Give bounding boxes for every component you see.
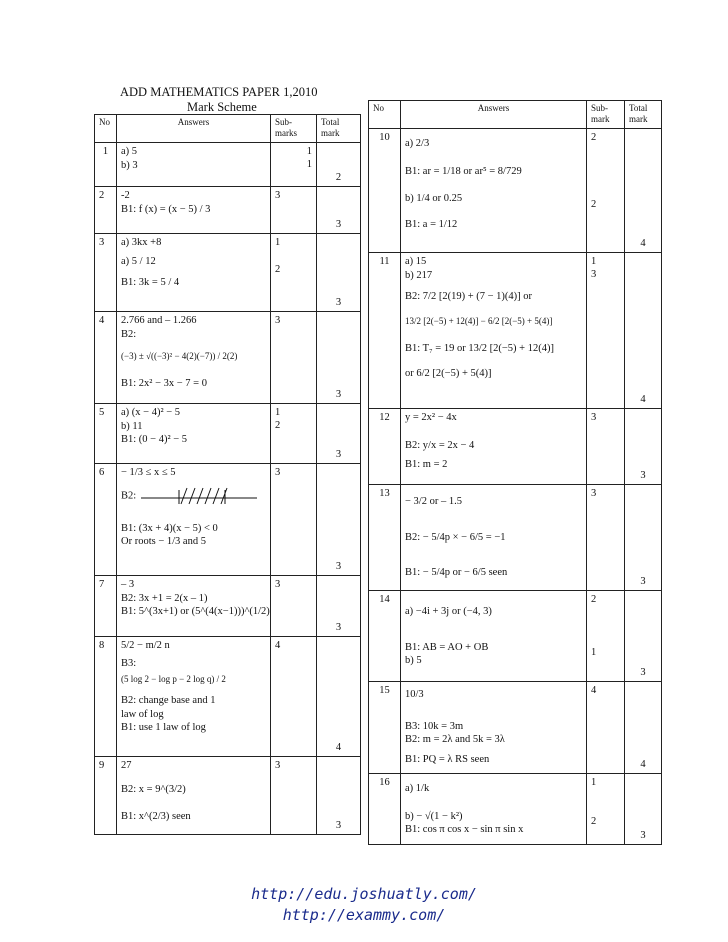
table-row xyxy=(95,637,361,757)
answer-line: (−3) ± √((−3)² − 4(2)(−7)) / 2(2) xyxy=(121,351,238,362)
header-total-mark: Total mark xyxy=(625,101,662,129)
total-mark: 3 xyxy=(625,409,662,485)
table-row xyxy=(95,143,361,187)
answer-line: 5/2 − m/2 n xyxy=(121,640,170,651)
answer-cell xyxy=(401,409,587,485)
sub-mark: 3 xyxy=(587,409,625,485)
page-subtitle: Mark Scheme xyxy=(187,100,257,114)
sub-mark: 4 xyxy=(271,637,317,757)
answer-line: 10/3 xyxy=(405,689,424,700)
total-mark: 4 xyxy=(625,253,662,409)
answer-line: B2: 7/2 [2(19) + (7 − 1)(4)] or xyxy=(405,291,533,303)
table-row xyxy=(369,409,662,485)
answer-line: a) −4i + 3j or (−4, 3) xyxy=(405,606,492,617)
sub-mark: 3 xyxy=(271,464,317,576)
header-total-mark: Total mark xyxy=(317,115,361,143)
answer-line: B1: x^(2/3) seen xyxy=(121,811,191,823)
answer-line: B1: PQ = λ RS seen xyxy=(405,753,490,765)
total-mark: 3 xyxy=(625,591,662,682)
answer-line: B2: xyxy=(121,328,137,340)
sub-mark-cell xyxy=(271,143,317,187)
answer-line: B1: f (x) = (x − 5) / 3 xyxy=(121,203,211,215)
question-number: 3 xyxy=(95,234,117,312)
answer-line: B2: change base and 1 xyxy=(121,694,216,706)
sub-mark: 2 xyxy=(591,199,597,211)
sub-mark: 1 xyxy=(275,407,281,418)
total-mark: 3 xyxy=(317,757,361,835)
sub-mark: 1 xyxy=(591,777,597,788)
answer-cell xyxy=(117,404,271,464)
question-number: 7 xyxy=(95,576,117,637)
question-number: 16 xyxy=(369,774,401,845)
answer-line: Or roots − 1/3 and 5 xyxy=(121,536,206,548)
answer-line: -2 xyxy=(121,190,130,201)
table-row xyxy=(95,234,361,312)
header-sub-mark: Sub-mark xyxy=(587,101,625,129)
left-mark-table xyxy=(94,114,361,835)
answer-line: B2: m = 2λ and 5k = 3λ xyxy=(405,734,505,746)
total-mark: 4 xyxy=(625,682,662,774)
table-row xyxy=(95,312,361,404)
answer-line: law of log xyxy=(121,708,164,720)
answer-line: b) 5 xyxy=(405,655,422,667)
sub-mark-cell xyxy=(587,591,625,682)
answer-line: a) 15 xyxy=(405,256,427,267)
question-number: 14 xyxy=(369,591,401,682)
page-title: ADD MATHEMATICS PAPER 1,2010 xyxy=(120,85,318,99)
answer-line: a) 5 / 12 xyxy=(121,255,156,267)
answer-line: B1: AB = AO + OB xyxy=(405,641,489,653)
sub-mark: 3 xyxy=(591,269,597,281)
sub-mark: 2 xyxy=(275,264,281,276)
answer-line: B1: 2x² − 3x − 7 = 0 xyxy=(121,377,207,389)
total-mark: 3 xyxy=(317,187,361,234)
sub-mark-cell xyxy=(587,774,625,845)
answer-line: B1: (0 − 4)² − 5 xyxy=(121,434,188,446)
header-no: No xyxy=(95,115,117,143)
total-mark: 3 xyxy=(317,234,361,312)
answer-line: a) 2/3 xyxy=(405,138,430,149)
total-mark: 3 xyxy=(317,404,361,464)
question-number: 10 xyxy=(369,129,401,253)
answer-line: b) 217 xyxy=(405,269,433,281)
sub-mark: 3 xyxy=(587,485,625,591)
answer-cell xyxy=(117,576,271,637)
sub-mark-cell xyxy=(587,129,625,253)
answer-cell xyxy=(401,682,587,774)
question-number: 4 xyxy=(95,312,117,404)
answer-line: B1: − 5/4p or − 6/5 seen xyxy=(405,567,508,579)
sub-mark: 3 xyxy=(271,312,317,404)
answer-line: B2: x = 9^(3/2) xyxy=(121,783,186,795)
sub-mark: 1 xyxy=(275,237,281,248)
answer-cell xyxy=(117,312,271,404)
answer-line: 27 xyxy=(121,760,132,771)
question-number: 13 xyxy=(369,485,401,591)
sub-mark: 2 xyxy=(591,132,597,143)
answer-line: b) 3 xyxy=(121,159,138,171)
answer-line: B2: y/x = 2x − 4 xyxy=(405,439,475,451)
answer-line: − 3/2 or – 1.5 xyxy=(405,496,462,507)
sub-mark-cell xyxy=(587,253,625,409)
table-row xyxy=(95,757,361,835)
answer-cell xyxy=(117,187,271,234)
answer-line: B1: T₇ = 19 or 13/2 [2(−5) + 12(4)] xyxy=(405,342,554,354)
answer-line-label: B2: xyxy=(121,490,137,502)
table-row xyxy=(369,129,662,253)
total-mark: 3 xyxy=(317,464,361,576)
table-row xyxy=(95,187,361,234)
header-sub-marks: Sub-marks xyxy=(271,115,317,143)
answer-line: B3: 10k = 3m xyxy=(405,720,464,732)
number-line-svg xyxy=(139,484,259,512)
sub-mark: 3 xyxy=(271,187,317,234)
answer-cell xyxy=(117,464,271,576)
sub-mark: 1 xyxy=(306,146,312,157)
number-line-diagram xyxy=(139,484,259,508)
answer-line: B3: xyxy=(121,657,137,669)
footer-link-exammy[interactable]: http://exammy.com/ xyxy=(282,906,446,924)
answer-line: – 3 xyxy=(121,579,135,590)
answer-cell xyxy=(117,757,271,835)
answer-cell xyxy=(401,591,587,682)
answer-cell xyxy=(401,129,587,253)
total-mark: 4 xyxy=(625,129,662,253)
table-row xyxy=(369,485,662,591)
total-mark: 4 xyxy=(317,637,361,757)
answer-line: B1: ar = 1/18 or ar⁵ = 8/729 xyxy=(405,165,522,177)
answer-line: B1: m = 2 xyxy=(405,459,448,471)
sub-mark: 4 xyxy=(587,682,625,774)
sub-mark: 1 xyxy=(591,256,597,267)
sub-mark: 1 xyxy=(591,647,597,659)
answer-line: a) 3kx +8 xyxy=(121,237,162,248)
total-mark: 3 xyxy=(625,485,662,591)
total-mark: 2 xyxy=(317,143,361,187)
answer-cell xyxy=(117,234,271,312)
question-number: 15 xyxy=(369,682,401,774)
answer-line: B2: 3x +1 = 2(x – 1) xyxy=(121,592,208,604)
answer-line: (5 log 2 − log p − 2 log q) / 2 xyxy=(121,674,226,685)
table-row xyxy=(95,464,361,576)
question-number: 6 xyxy=(95,464,117,576)
question-number: 5 xyxy=(95,404,117,464)
question-number: 12 xyxy=(369,409,401,485)
answer-line: B1: cos π cos x − sin π sin x xyxy=(405,824,524,836)
question-number: 9 xyxy=(95,757,117,835)
table-row xyxy=(369,682,662,774)
answer-line: b) 11 xyxy=(121,420,143,432)
answer-cell xyxy=(117,637,271,757)
question-number: 8 xyxy=(95,637,117,757)
answer-line xyxy=(121,484,266,508)
question-number: 2 xyxy=(95,187,117,234)
answer-line: y = 2x² − 4x xyxy=(405,412,457,423)
answer-line: B1: use 1 law of log xyxy=(121,722,206,734)
header-no: No xyxy=(369,101,401,129)
header-answers: Answers xyxy=(401,101,587,129)
answer-cell xyxy=(401,774,587,845)
sub-mark: 3 xyxy=(271,757,317,835)
table-row xyxy=(369,253,662,409)
right-mark-table xyxy=(368,100,662,845)
answer-line: 13/2 [2(−5) + 12(4)] − 6/2 [2(−5) + 5(4)] xyxy=(405,315,553,326)
table-row xyxy=(369,774,662,845)
answer-line: a) (x − 4)² − 5 xyxy=(121,407,181,418)
table-row xyxy=(95,404,361,464)
sub-mark: 2 xyxy=(591,816,597,828)
answer-line: b) 1/4 or 0.25 xyxy=(405,193,463,205)
answer-line: B1: 5^(3x+1) or (5^(4(x−1)))^(1/2) xyxy=(121,606,270,618)
answer-cell xyxy=(401,253,587,409)
sub-mark-cell xyxy=(271,234,317,312)
answer-line: b) − √(1 − k²) xyxy=(405,810,463,822)
header-answers: Answers xyxy=(117,115,271,143)
answer-line: B1: a = 1/12 xyxy=(405,218,458,230)
total-mark: 3 xyxy=(317,312,361,404)
sub-mark: 2 xyxy=(591,594,597,605)
total-mark: 3 xyxy=(317,576,361,637)
table-row xyxy=(369,591,662,682)
sub-mark-cell xyxy=(271,404,317,464)
answer-line: a) 1/k xyxy=(405,783,430,794)
question-number: 1 xyxy=(95,143,117,187)
answer-cell xyxy=(117,143,271,187)
answer-line: B1: 3k = 5 / 4 xyxy=(121,277,180,289)
total-mark: 3 xyxy=(625,774,662,845)
answer-line: a) 5 xyxy=(121,146,138,157)
footer-link-joshuatly[interactable]: http://edu.joshuatly.com/ xyxy=(251,885,477,903)
answer-cell xyxy=(401,485,587,591)
answer-line: B1: (3x + 4)(x − 5) < 0 xyxy=(121,522,218,534)
sub-mark: 1 xyxy=(306,159,312,171)
answer-line: B2: − 5/4p × − 6/5 = −1 xyxy=(405,531,506,543)
sub-mark: 2 xyxy=(275,420,281,432)
question-number: 11 xyxy=(369,253,401,409)
table-row xyxy=(95,576,361,637)
answer-line: − 1/3 ≤ x ≤ 5 xyxy=(121,467,176,478)
answer-line: or 6/2 [2(−5) + 5(4)] xyxy=(405,368,492,380)
answer-line: 2.766 and – 1.266 xyxy=(121,315,197,326)
sub-mark: 3 xyxy=(271,576,317,637)
